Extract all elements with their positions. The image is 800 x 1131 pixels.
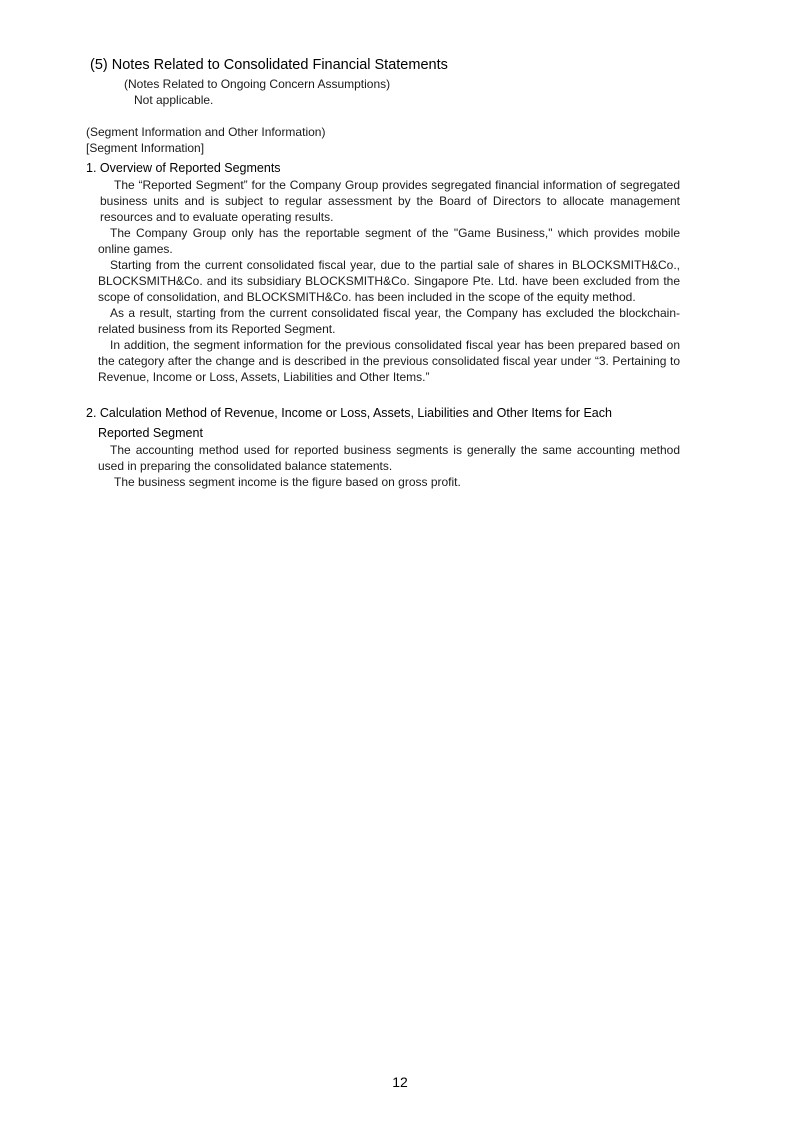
calculation-heading: 2. Calculation Method of Revenue, Income or Loss, Assets, Liabilities and Other Items for Each — [86, 406, 612, 420]
overview-paragraph-5: In addition, the segment information for the previous consolidated fiscal year has been prepared based on the category after the change and is described in the previous consolidated fiscal year under “3. Pertaining to Revenue, Income or Loss, Assets, Liabilities and Other Items.” — [98, 338, 680, 384]
calculation-paragraph-1: The accounting method used for reported business segments is generally the same accounting method used in preparing the consolidated balance statements. — [98, 443, 680, 473]
page-number: 12 — [392, 1074, 408, 1090]
ongoing-concern-heading: (Notes Related to Ongoing Concern Assumptions) — [124, 77, 391, 91]
overview-paragraph-4: As a result, starting from the current consolidated fiscal year, the Company has excluded the blockchain-related business from its Reported Segment. — [98, 306, 680, 336]
calculation-paragraph-2: The business segment income is the figure based on gross profit. — [114, 475, 461, 489]
segment-info-heading: (Segment Information and Other Information) — [86, 125, 326, 139]
overview-heading: 1. Overview of Reported Segments — [86, 161, 281, 175]
overview-paragraph-3: Starting from the current consolidated fiscal year, due to the partial sale of shares in BLOCKSMITH&Co., BLOCKSMITH&Co. and its subsidiary BLOCKSMITH&Co. Singapore Pte. Ltd. have been excluded from the scope of consolidation, and BLOCKSMITH&Co. has been included in the scope of the equity method. — [98, 258, 680, 304]
calculation-heading-continued: Reported Segment — [98, 426, 203, 440]
overview-paragraph-1: The “Reported Segment” for the Company Group provides segregated financial information of segregated business units and is subject to regular assessment by the Board of Directors to allocate management resources and to evaluate operating results. — [100, 178, 680, 224]
ongoing-concern-text: Not applicable. — [134, 93, 214, 107]
segment-info-subheading: [Segment Information] — [86, 141, 205, 155]
section-title: (5) Notes Related to Consolidated Financial Statements — [90, 57, 448, 73]
overview-paragraph-2: The Company Group only has the reportable segment of the "Game Business," which provides mobile online games. — [98, 226, 680, 256]
